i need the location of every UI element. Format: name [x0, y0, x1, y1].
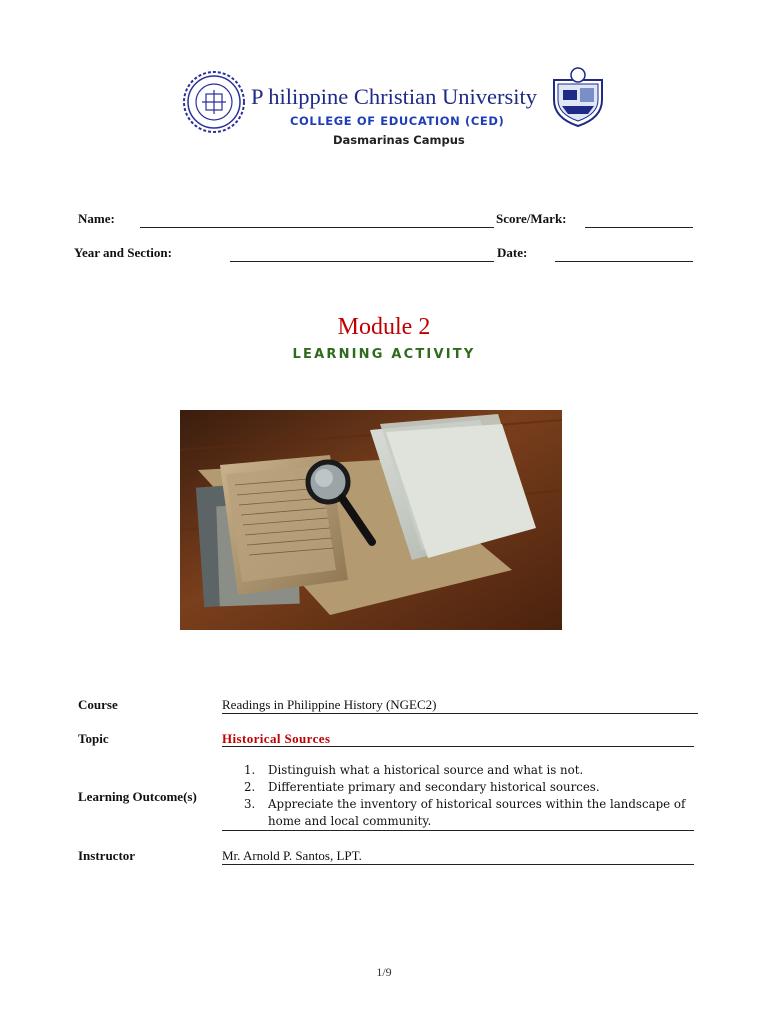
outcome-number: 1.: [244, 763, 256, 777]
learning-outcomes-list: [244, 762, 688, 830]
page-number: 1/9: [376, 965, 392, 979]
date-label: Date:: [497, 245, 528, 260]
name-field[interactable]: [140, 227, 494, 228]
outcome-number: 3.: [244, 797, 256, 811]
instructor-underline: [222, 864, 694, 865]
outcome-item: [244, 779, 688, 796]
learning-outcomes-label: Learning Outcome(s): [78, 789, 197, 804]
topic-value: Historical Sources: [222, 731, 331, 746]
outcomes-underline: [222, 830, 694, 831]
course-value: Readings in Philippine History (NGEC2): [222, 697, 437, 712]
college-name: COLLEGE OF EDUCATION (CED): [290, 114, 505, 128]
outcome-item: [244, 796, 688, 830]
outcome-text: Distinguish what a historical source and what is not.: [268, 763, 584, 777]
campus-name: Dasmarinas Campus: [333, 133, 465, 147]
score-field[interactable]: [585, 227, 693, 228]
college-crest-icon: [548, 66, 608, 128]
date-field[interactable]: [555, 261, 693, 262]
course-underline: [222, 713, 698, 714]
module-title: Module 2: [337, 314, 431, 340]
instructor-value: Mr. Arnold P. Santos, LPT.: [222, 848, 362, 863]
topic-label: Topic: [78, 731, 109, 746]
activity-subtitle: LEARNING ACTIVITY: [292, 347, 476, 362]
topic-underline: [222, 746, 694, 747]
score-label: Score/Mark:: [496, 211, 567, 226]
outcome-text: Appreciate the inventory of historical sources within the landscape of home and local community.: [268, 797, 686, 828]
outcome-item: [244, 762, 688, 779]
course-label: Course: [78, 697, 118, 712]
university-seal-icon: [182, 70, 246, 134]
outcome-text: Differentiate primary and secondary historical sources.: [268, 780, 600, 794]
historical-documents-photo: [180, 410, 562, 630]
university-name: P hilippine Christian University: [251, 84, 538, 109]
year-section-label: Year and Section:: [74, 245, 172, 260]
name-label: Name:: [78, 211, 115, 226]
instructor-label: Instructor: [78, 848, 136, 863]
year-section-field[interactable]: [230, 261, 494, 262]
outcome-number: 2.: [244, 780, 256, 794]
